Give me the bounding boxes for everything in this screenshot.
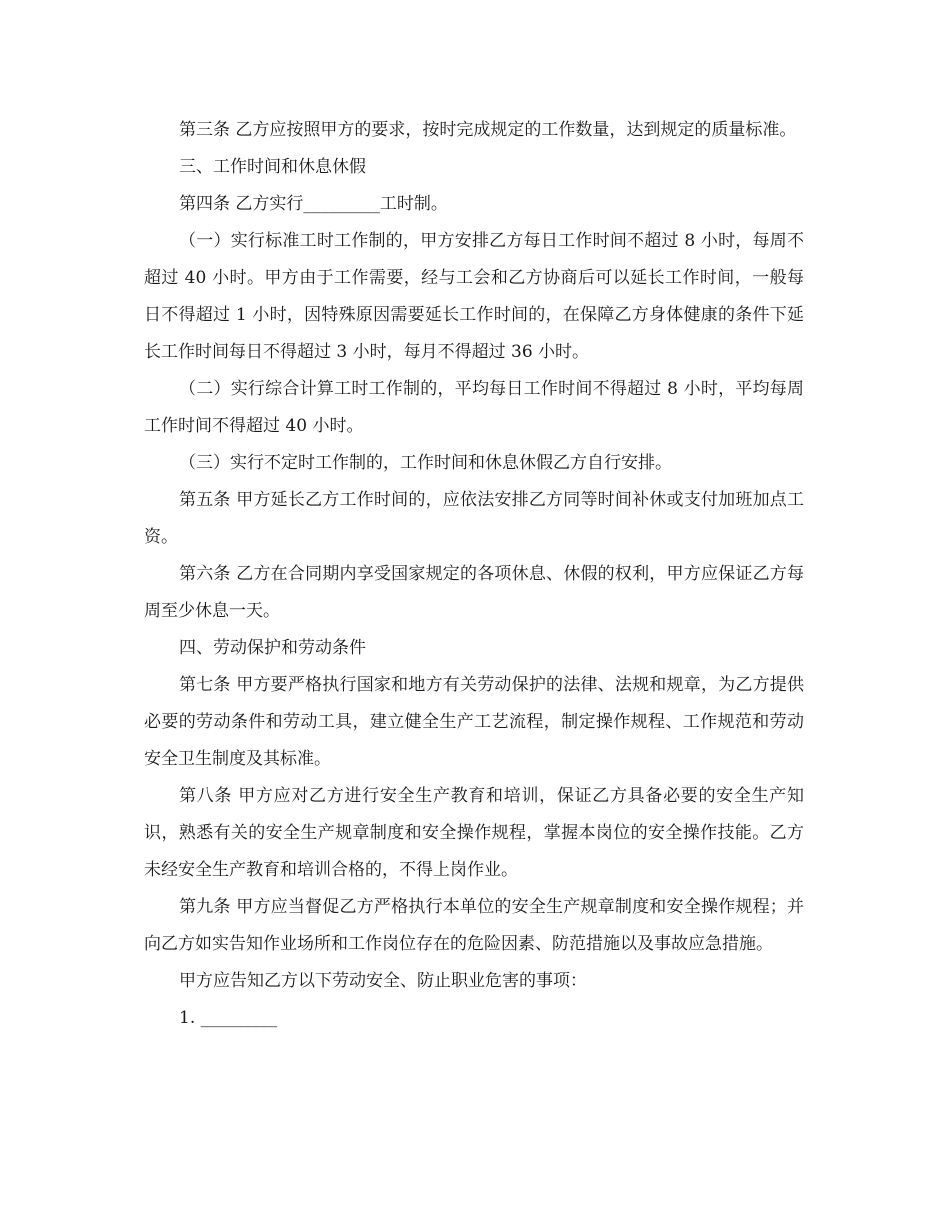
hazard-notice-paragraph: 甲方应告知乙方以下劳动安全、防止职业危害的事项： — [179, 971, 587, 991]
document-body — [144, 112, 804, 1037]
standard-hours-paragraph: （一）实行标准工时工作制的，甲方安排乙方每日工作时间不超过 8 小时，每周不超过 40 小时。甲方由于工作需要，经与工会和乙方协商后可以延长工作时间，一般每日不得超过 1 小时，因特殊原因需要延长工作时间的，在保障乙方身体健康的条件下延长工作时间每日不得超过 3 小时，每月不得超过 36 小时。 — [144, 231, 804, 362]
article-7-paragraph: 第七条 甲方要严格执行国家和地方有关劳动保护的法律、法规和规章，为乙方提供必要的劳动条件和劳动工具，建立健全生产工艺流程，制定操作规程、工作规范和劳动安全卫生制度及其标准。 — [144, 675, 804, 769]
article-9-paragraph: 第九条 甲方应当督促乙方严格执行本单位的安全生产规章制度和安全操作规程；并向乙方如实告知作业场所和工作岗位存在的危险因素、防范措施以及事故应急措施。 — [144, 897, 804, 954]
flexible-hours-paragraph: （三）实行不定时工作制的，工作时间和休息休假乙方自行安排。 — [179, 453, 672, 473]
article-6-paragraph: 第六条 乙方在合同期内享受国家规定的各项休息、休假的权利，甲方应保证乙方每周至少休息一天。 — [144, 564, 804, 621]
section-3-heading: 三、工作时间和休息休假 — [179, 157, 366, 177]
list-item-1: 1. _________ — [179, 1008, 278, 1028]
article-8-paragraph: 第八条 甲方应对乙方进行安全生产教育和培训，保证乙方具备必要的安全生产知识，熟悉有关的安全生产规章制度和安全操作规程，掌握本岗位的安全操作技能。乙方未经安全生产教育和培训合格的，不得上岗作业。 — [144, 786, 804, 880]
article-4-paragraph: 第四条 乙方实行_________工时制。 — [179, 194, 448, 214]
article-5-paragraph: 第五条 甲方延长乙方工作时间的，应依法安排乙方同等时间补休或支付加班加点工资。 — [144, 490, 804, 547]
comprehensive-hours-paragraph: （二）实行综合计算工时工作制的，平均每日工作时间不得超过 8 小时，平均每周工作时间不得超过 40 小时。 — [144, 379, 804, 436]
article-3-paragraph: 第三条 乙方应按照甲方的要求，按时完成规定的工作数量，达到规定的质量标准。 — [179, 120, 797, 140]
section-4-heading: 四、劳动保护和劳动条件 — [179, 638, 366, 658]
